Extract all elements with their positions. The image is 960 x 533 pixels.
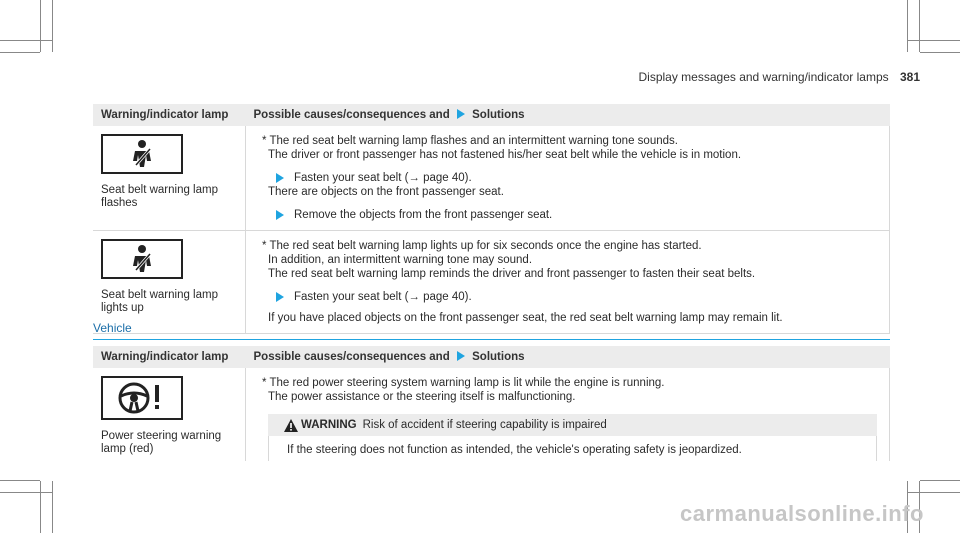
warning-title: WARNING (301, 419, 357, 431)
crop-mark (52, 0, 53, 52)
table-row (93, 126, 890, 231)
crop-mark (0, 40, 52, 41)
seat-belt-icon (101, 134, 183, 174)
solution-arrow-icon (457, 109, 465, 119)
lamp-label: Seat belt warning lamp flashes (101, 184, 218, 209)
cause-text: The red seat belt warning lamp reminds the driver and front passenger to fasten their seat belts. (268, 268, 756, 280)
section-title: Vehicle (93, 321, 890, 340)
crop-mark (907, 0, 908, 52)
solution-step: Fasten your seat belt (→ page 40). (276, 290, 877, 304)
crop-mark (40, 481, 41, 533)
step-arrow-icon (276, 210, 284, 220)
cause-text: There are objects on the front passenger seat. (268, 186, 504, 198)
warning-lamp-table-vehicle (93, 346, 890, 461)
crop-mark (40, 0, 41, 52)
column-header-solutions: Possible causes/consequences and Solutions (246, 104, 890, 126)
seat-belt-icon (101, 239, 183, 279)
crop-mark (920, 52, 960, 53)
lamp-label: Seat belt warning lamp lights up (101, 289, 218, 314)
solution-step: Remove the objects from the front passenger seat. (276, 208, 877, 222)
warning-heading: Risk of accident if steering capability is impaired (362, 419, 607, 431)
solution-step: Fasten your seat belt (→ page 40). (276, 171, 877, 185)
cause-text: In addition, an intermittent warning tone may sound. (268, 254, 533, 266)
running-title: Display messages and warning/indicator lamps (638, 70, 889, 84)
warning-triangle-icon (284, 419, 298, 432)
warning-lamp-table-seatbelt (93, 104, 890, 334)
step-arrow-icon (276, 292, 284, 302)
power-steering-warning-icon (101, 376, 183, 420)
crop-mark (52, 481, 53, 533)
crop-mark (919, 0, 920, 52)
crop-mark (920, 480, 960, 481)
crop-mark (908, 492, 960, 493)
cause-text: * The red seat belt warning lamp flashes and an intermittent warning tone sounds. (262, 135, 678, 147)
table-row (93, 231, 890, 334)
table-row (93, 368, 890, 461)
page-header (639, 70, 921, 84)
column-header-lamp: Warning/indicator lamp (93, 346, 246, 368)
lamp-label: Power steering warning lamp (red) (101, 430, 222, 455)
cause-text: If you have placed objects on the front passenger seat, the red seat belt warning lamp may remain lit. (268, 312, 783, 324)
warning-box (268, 414, 877, 461)
crop-mark (908, 40, 960, 41)
crop-mark (0, 52, 40, 53)
warning-text: If the steering does not function as intended, the vehicle's operating safety is jeopardized. (268, 436, 877, 461)
cause-text: The power assistance or the steering itself is malfunctioning. (268, 391, 576, 403)
cause-text: The driver or front passenger has not fastened his/her seat belt while the vehicle is in motion. (268, 149, 742, 161)
cause-text: * The red power steering system warning lamp is lit while the engine is running. (262, 377, 665, 389)
watermark: carmanualsonline.info (680, 501, 924, 526)
page-number: 381 (899, 70, 920, 84)
crop-mark (0, 480, 40, 481)
crop-mark (0, 492, 52, 493)
column-header-lamp: Warning/indicator lamp (93, 104, 246, 126)
step-arrow-icon (276, 173, 284, 183)
cause-text: * The red seat belt warning lamp lights up for six seconds once the engine has started. (262, 240, 702, 252)
solution-arrow-icon (457, 351, 465, 361)
column-header-solutions: Possible causes/consequences and Solutions (246, 346, 890, 368)
